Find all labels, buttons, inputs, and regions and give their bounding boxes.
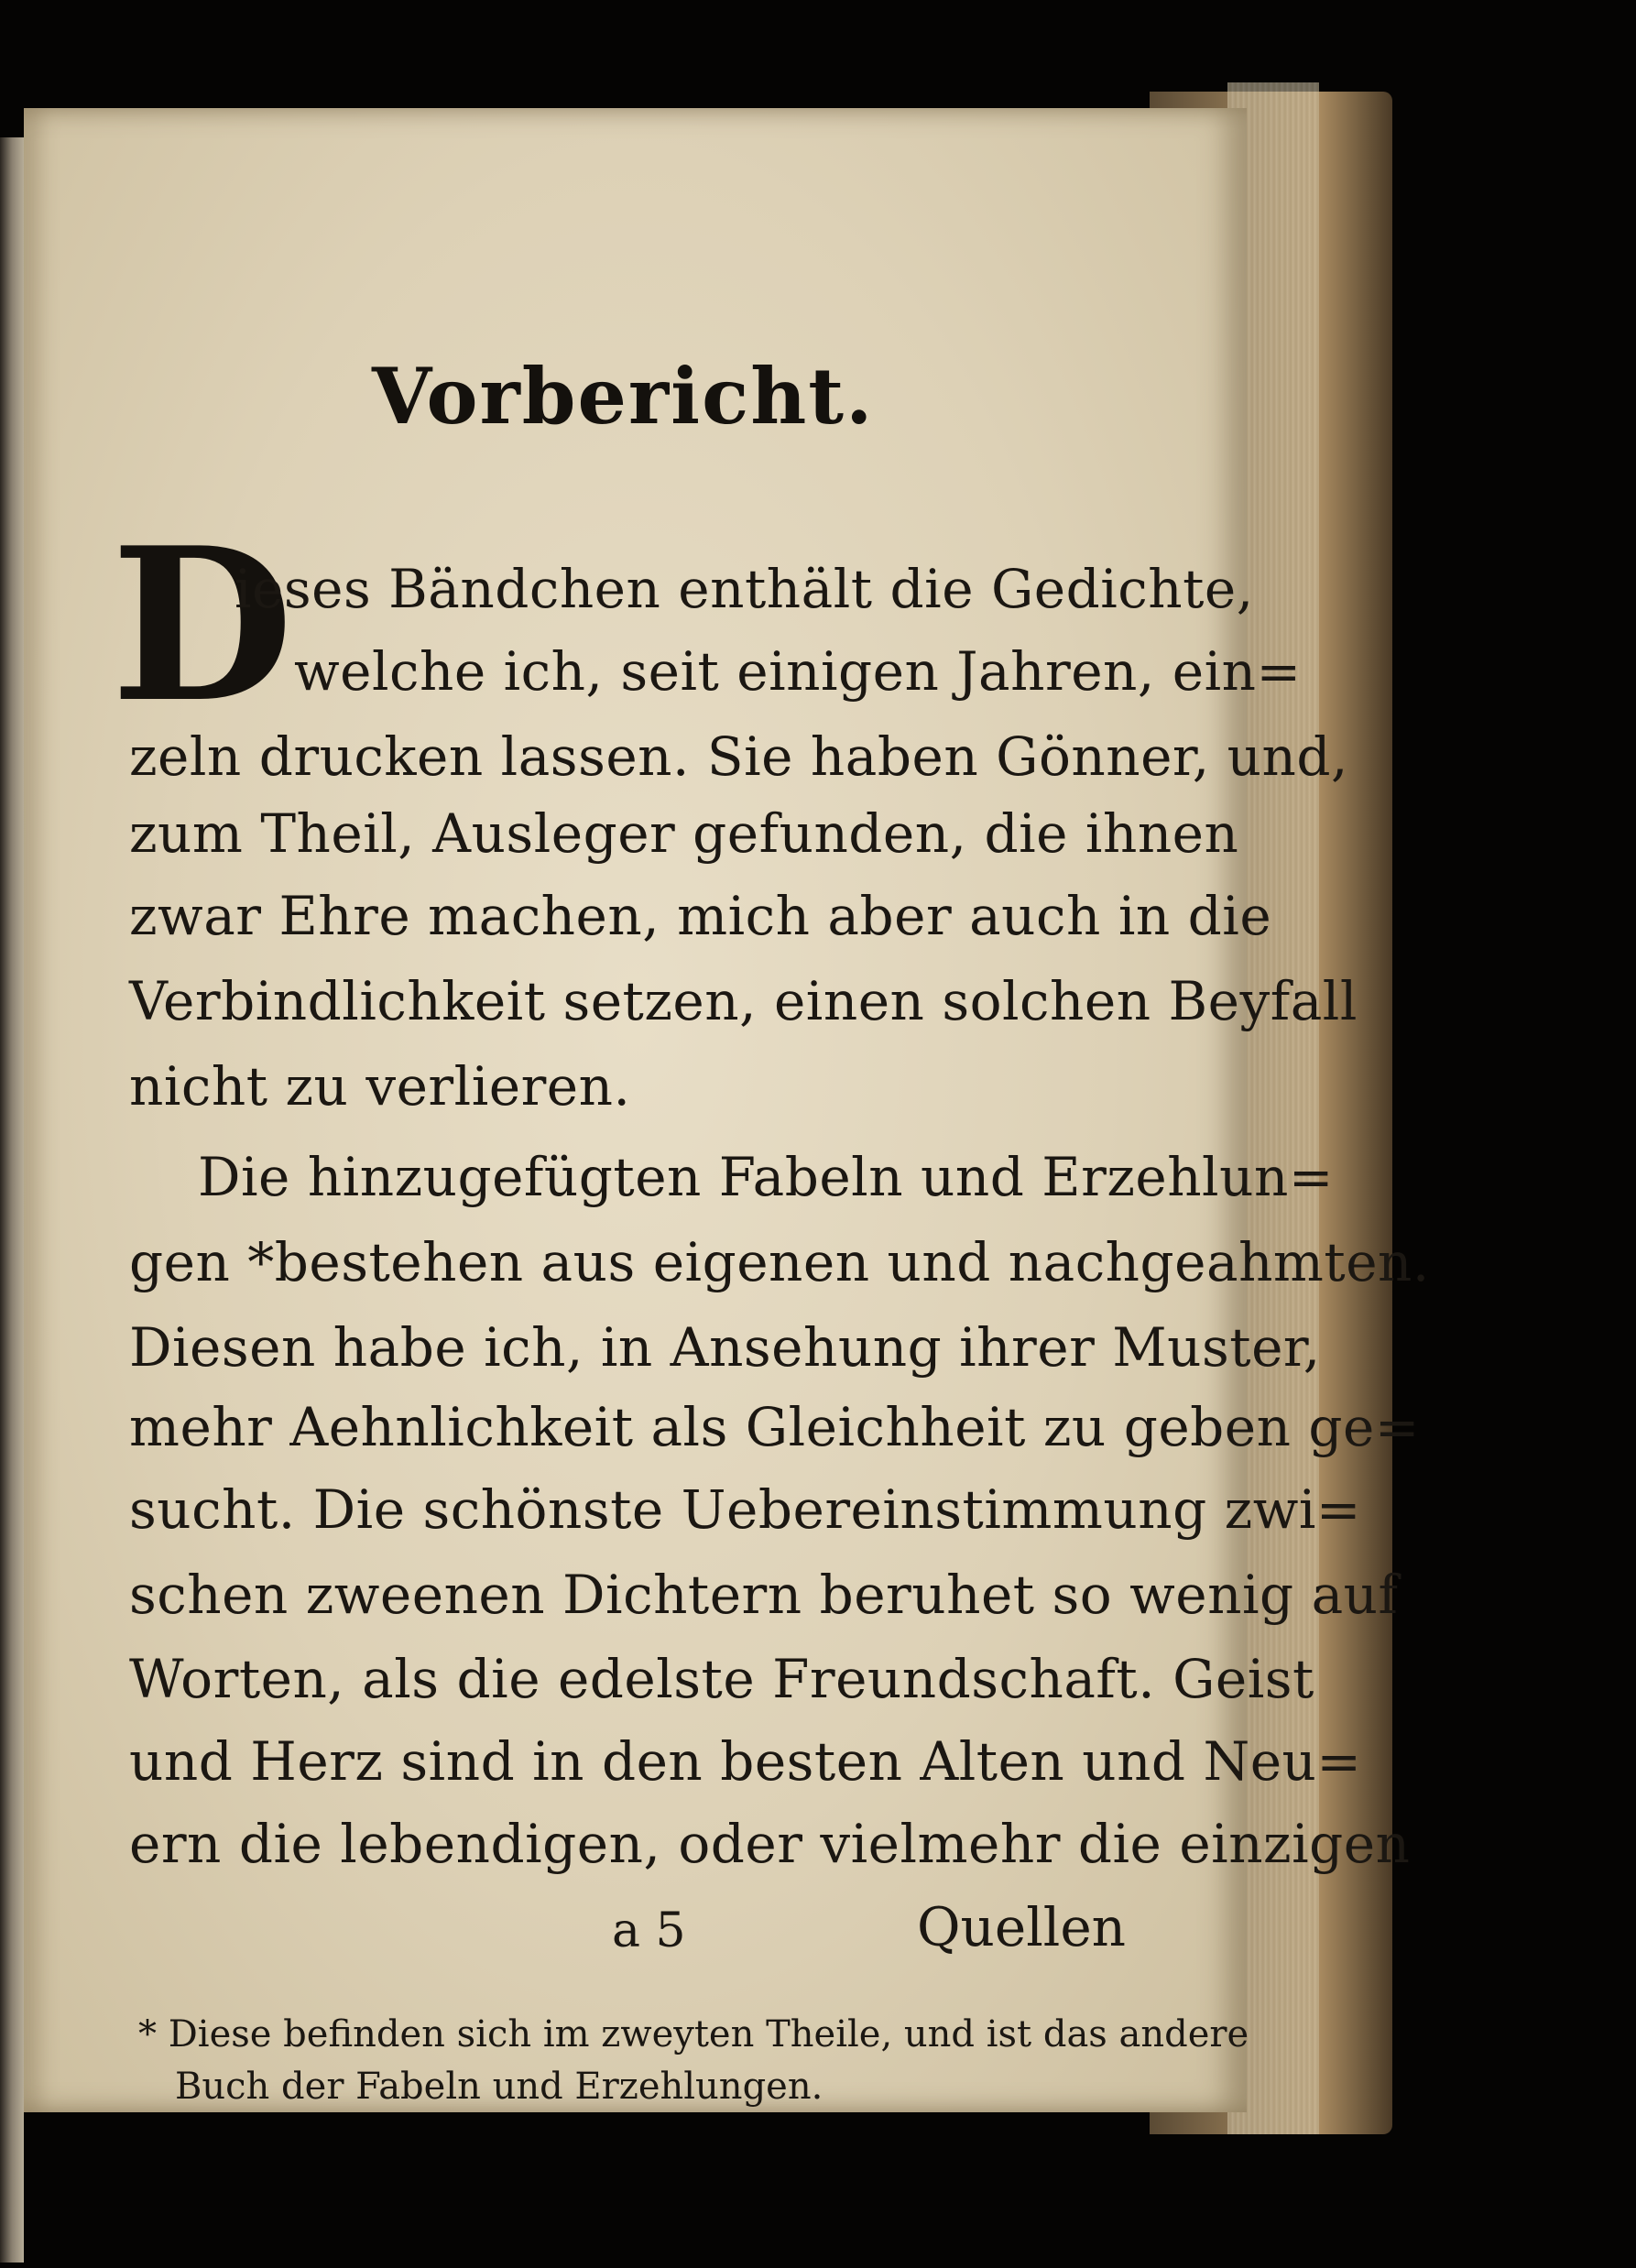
signature-mark: a 5: [612, 1903, 686, 1958]
text-line: sucht. Die schönste Uebereinstimmung zwi=: [129, 1478, 1362, 1541]
text-line: nicht zu verlieren.: [129, 1055, 631, 1118]
page-title: Vorbericht.: [372, 351, 875, 442]
text-line: zum Theil, Ausleger gefunden, die ihnen: [129, 802, 1239, 865]
text-line: Verbindlichkeit setzen, einen solchen Beyfall: [129, 970, 1358, 1032]
text-line: ern die lebendigen, oder vielmehr die einzigen: [129, 1813, 1411, 1875]
book-page: [24, 108, 1430, 2112]
text-line: Worten, als die edelste Freundschaft. Geist: [129, 1648, 1314, 1710]
drop-cap-initial: D: [111, 502, 294, 749]
left-page-edge: [0, 137, 24, 2263]
text-line: gen *bestehen aus eigenen und nachgeahmten.: [129, 1231, 1430, 1293]
text-line: mehr Aehnlichkeit als Gleichheit zu geben ge=: [129, 1396, 1420, 1458]
text-line: welche ich, seit einigen Jahren, ein=: [294, 640, 1302, 703]
text-line: Diesen habe ich, in Ansehung ihrer Muster,: [129, 1316, 1321, 1379]
text-line: schen zweenen Dichtern beruhet so wenig auf: [129, 1564, 1399, 1626]
text-line: Die hinzugefügten Fabeln und Erzehlun=: [198, 1146, 1334, 1208]
catchword: Quellen: [917, 1896, 1127, 1958]
text-line: zwar Ehre machen, mich aber auch in die: [129, 885, 1272, 947]
footnote-line: * Diese befinden sich im zweyten Theile, und ist das andere: [138, 2013, 1249, 2055]
footnote-line: Buch der Fabeln und Erzehlungen.: [175, 2066, 823, 2108]
text-line: und Herz sind in den besten Alten und Neu=: [129, 1730, 1362, 1793]
text-line: ieses Bändchen enthält die Gedichte,: [234, 558, 1254, 620]
text-line: zeln drucken lassen. Sie haben Gönner, und,: [129, 725, 1348, 788]
